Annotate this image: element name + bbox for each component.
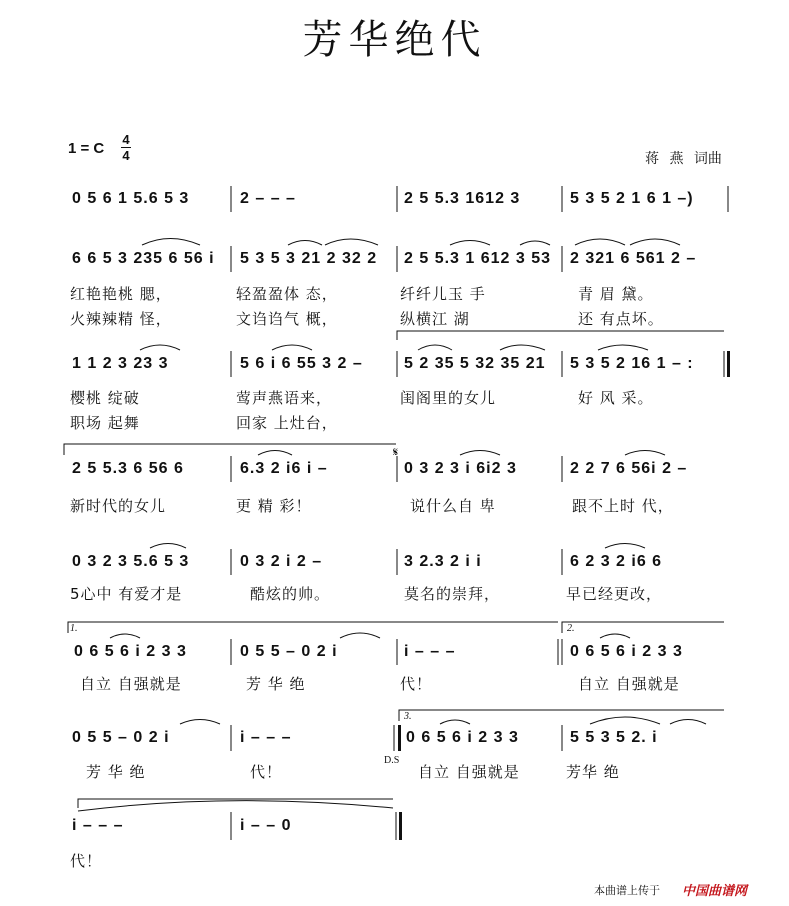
measure: 2 5 5.3 1612 3 (404, 190, 521, 207)
measure: 2 – – – (240, 190, 296, 207)
lyric: 自立 自强就是 (578, 675, 680, 693)
lyric: 代！ (250, 763, 283, 781)
measure: i – – 0 (240, 817, 292, 834)
lyric: 莺声燕语来， (236, 389, 333, 407)
measure: 6.3 2 i6 i – (240, 460, 328, 477)
volta-1-label: 1. (70, 623, 78, 634)
time-signature-bottom: 4 (122, 148, 130, 163)
measure: 0 3 2 3 i 6i2 3 (404, 460, 517, 477)
segno-icon (393, 445, 398, 459)
measure: 5 6 i 6 55 3 2 – (240, 355, 363, 372)
lyric: 酷炫的帅。 (250, 585, 331, 603)
page-title: 芳华绝代 (302, 17, 487, 63)
svg-text:𝄋: 𝄋 (393, 445, 399, 459)
lyric: 芳 华 绝 (86, 763, 146, 781)
lyric: 代！ (400, 675, 433, 693)
measure: 0 6 5 6 i 2 3 3 (406, 729, 519, 746)
measure: 0 6 5 6 i 2 3 3 (74, 643, 187, 660)
lyric-verse2: 职场 起舞 (70, 414, 140, 432)
measure: 0 5 5 – 0 2 i (240, 643, 338, 660)
volta-2-label: 2. (567, 623, 575, 634)
lyric: 樱桃 绽破 (70, 389, 140, 407)
lyric: 5心中 有爱才是 (70, 585, 183, 603)
lyric-verse2: 文诌诌气 概， (236, 310, 338, 328)
measure: 5 2 35 5 32 35 21 (404, 355, 546, 372)
lyric: 好 风 采。 (578, 389, 654, 407)
time-signature-top: 4 (122, 132, 130, 147)
lyric: 新时代的女儿 (70, 497, 167, 515)
lyric: 纤纤儿玉 手 (400, 285, 486, 303)
lyric: 跟不上时 代， (572, 497, 674, 515)
measure: i – – – (404, 643, 456, 660)
lyric: 芳 华 绝 (246, 675, 306, 693)
measure: 5 5 3 5 2. i (570, 729, 658, 746)
measure: 0 3 2 3 5.6 5 3 (72, 553, 190, 570)
measure: 5 3 5 2 1 6 1 –) (570, 190, 694, 207)
measure: i – – – (240, 729, 292, 746)
dal-segno-mark: D.S (384, 755, 400, 766)
lyric: 早已经更改， (566, 585, 663, 603)
measure: 2 2 7 6 56i 2 – (570, 460, 688, 477)
measure: i – – – (72, 817, 124, 834)
lyric: 莫名的崇拜， (404, 585, 501, 603)
measure: 0 5 6 1 5.6 5 3 (72, 190, 190, 207)
lyric-verse2: 火辣辣精 怪， (70, 310, 172, 328)
volta-3-label: 3. (404, 711, 412, 722)
lyric: 芳华 绝 (566, 763, 620, 781)
measure: 2 321 6 561 2 – (570, 250, 697, 267)
measure: 0 5 5 – 0 2 i (72, 729, 170, 746)
measure: 1 1 2 3 23 3 (72, 355, 169, 372)
lyric: 说什么自 卑 (410, 497, 496, 515)
lyric: 红艳艳桃 腮， (70, 285, 172, 303)
lyric-verse2: 纵横江 湖 (400, 310, 470, 328)
measure: 2 5 5.3 6 56 6 (72, 460, 184, 477)
lyric-verse2: 还 有点坏。 (578, 310, 664, 328)
lyric: 轻盈盈体 态， (236, 285, 338, 303)
lyric: 自立 自强就是 (418, 763, 520, 781)
measure: 6 6 5 3 235 6 56 i (72, 250, 215, 267)
measure: 0 3 2 i 2 – (240, 553, 323, 570)
key-signature: 1 = C (68, 140, 105, 157)
lyric: 代！ (70, 852, 103, 870)
lyric: 更 精 彩！ (236, 497, 312, 515)
site-logo[interactable]: 中国曲谱网 (682, 883, 748, 898)
measure: 5 3 5 2 16 1 – : (570, 355, 694, 372)
measure: 6 2 3 2 i6 6 (570, 553, 663, 570)
footer-text: 本曲谱上传于 (594, 884, 660, 897)
measure: 3 2.3 2 i i (404, 553, 482, 570)
lyric: 自立 自强就是 (80, 675, 182, 693)
measure: 0 6 5 6 i 2 3 3 (570, 643, 683, 660)
measure: 2 5 5.3 1 612 3 53 (404, 250, 551, 267)
lyric: 青 眉 黛。 (578, 285, 654, 303)
lyric: 闺阁里的女儿 (400, 389, 497, 407)
composer-credit: 蒋 燕 词曲 (645, 151, 722, 167)
measure: 5 3 5 3 21 2 32 2 (240, 250, 378, 267)
lyric-verse2: 回家 上灶台， (236, 414, 338, 432)
